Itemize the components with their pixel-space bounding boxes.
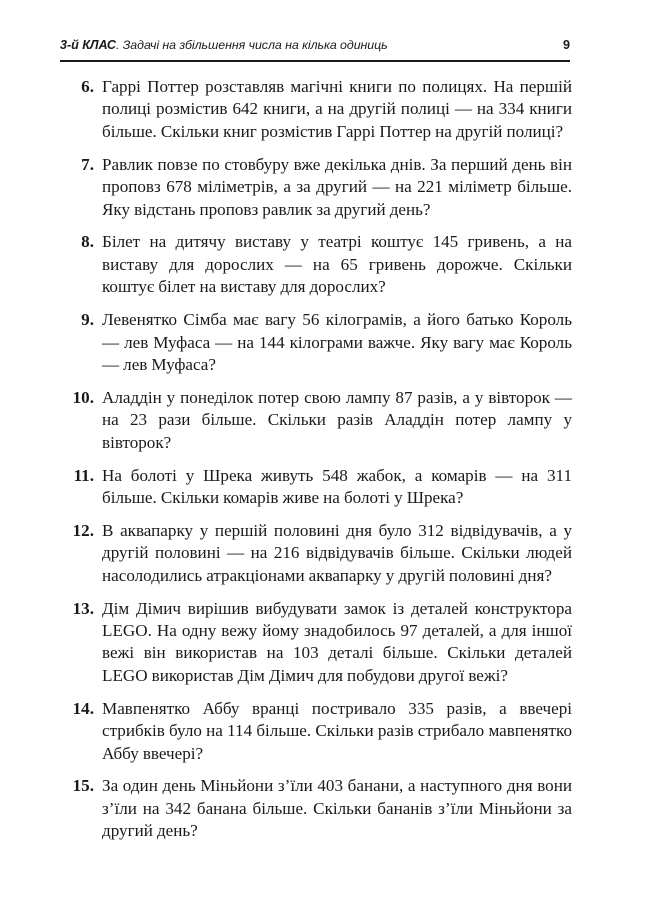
list-item — [60, 154, 572, 221]
running-head-title — [60, 38, 388, 52]
problem-number: 12. — [72, 520, 94, 540]
list-item — [60, 775, 572, 842]
problem-number: 8. — [81, 232, 94, 252]
problem-text: Білет на дитячу виставу у театрі коштує 145 гривень, а на виставу для дорослих — на 65 гривень дорожче. Скільки коштує білет на виставу для дорослих? — [102, 232, 572, 297]
problem-number: 11. — [73, 465, 94, 485]
grade-label: 3-й КЛАС — [60, 38, 116, 52]
problem-text: В аквапарку у першій половині дня було 312 відвідувачів, а у другій половині — на 216 відвідувачів більше. Скільки людей насолодились атракціонами аквапарку у другій половині дня? — [102, 520, 572, 585]
problem-number: 10. — [72, 387, 94, 407]
problem-text: За один день Міньйони з’їли 403 банани, а наступного дня вони з’їли на 342 банана більше. Скільки бананів з’їли Міньйони за другий день? — [102, 776, 572, 841]
list-item — [60, 520, 572, 587]
list-item — [60, 76, 572, 143]
list-item — [60, 309, 572, 376]
header-separator: . — [115, 38, 120, 52]
header-divider — [60, 60, 570, 62]
problem-number: 14. — [72, 698, 94, 718]
list-item — [60, 598, 572, 688]
problem-number: 9. — [81, 310, 94, 330]
list-item — [60, 231, 572, 298]
list-item — [60, 698, 572, 765]
problem-text: Аладдін у понеділок потер свою лампу 87 разів, а у вівторок — на 23 рази більше. Скільки разів Аладдін потер лампу у вівторок? — [102, 387, 572, 452]
problem-number: 6. — [81, 77, 94, 96]
list-item — [60, 387, 572, 454]
problem-text: Равлик повзе по стовбуру вже декілька днів. За перший день він проповз 678 міліметрів, а за другий — на 221 міліметр більше. Яку відстань проповз равлик за другий день? — [102, 154, 572, 219]
problem-text: На болоті у Шрека живуть 548 жабок, а комарів — на 311 більше. Скільки комарів живе на болоті у Шрека? — [102, 465, 572, 507]
list-item — [60, 465, 572, 510]
problem-text: Гаррі Поттер розставляв магічні книги по полицях. На першій полиці розмістив 642 книги, а на другій полиці — на 334 книги більше. Скільки книг розмістив Гаррі Поттер на другій полиці? — [102, 77, 572, 141]
problem-text: Дім Дімич вирішив вибудувати замок із деталей конструктора LEGO. На одну вежу йому знадобилось 97 деталей, а для іншої вежі він використав на 103 деталі більше. Скільки деталей LEGO використав Дім Дімич для побудови другої вежі? — [102, 598, 572, 685]
problem-number: 7. — [81, 154, 94, 174]
section-title: Задачі на збільшення числа на кілька одиниць — [119, 38, 388, 52]
problem-text: Мавпенятко Аббу вранці постривало 335 разів, а ввечері стрибків було на 114 більше. Скільки разів стрибало мавпенятко Аббу ввечері? — [102, 698, 572, 763]
problem-number: 15. — [72, 776, 94, 796]
problem-text: Левенятко Сімба має вагу 56 кілограмів, а його батько Король — лев Муфаса — на 144 кілограми важче. Яку вагу має Король — лев Муфаса? — [102, 310, 572, 374]
running-head — [60, 38, 570, 52]
page-number: 9 — [562, 38, 570, 52]
problem-list — [60, 76, 572, 853]
problem-number: 13. — [72, 598, 94, 618]
